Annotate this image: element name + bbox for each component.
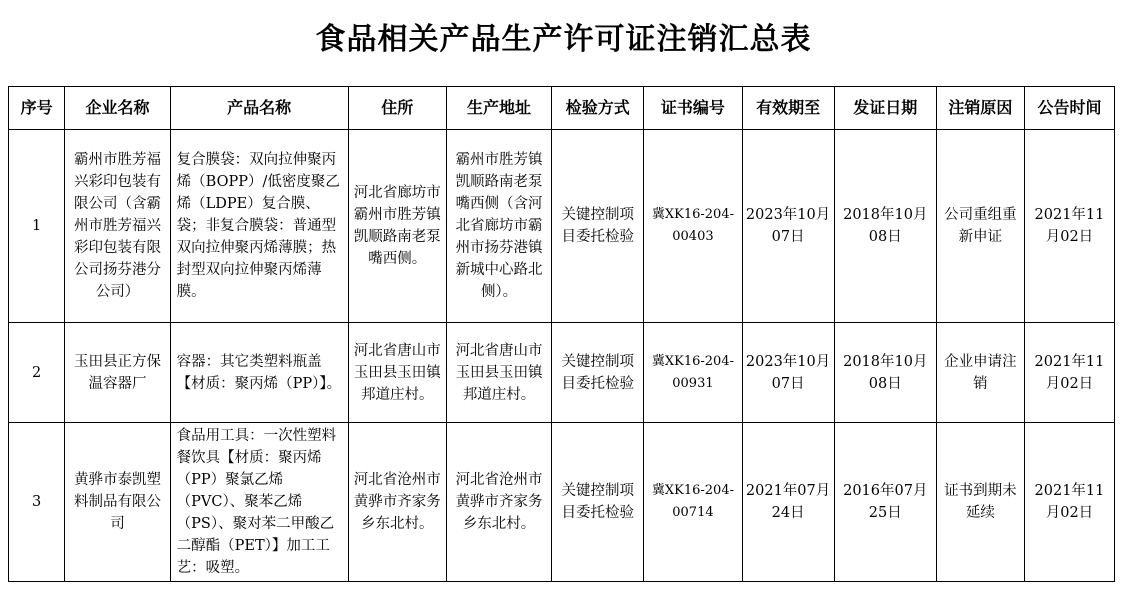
header-announce: 公告时间 bbox=[1024, 87, 1114, 130]
cell-announce: 2021年11月02日 bbox=[1024, 423, 1114, 582]
cell-issue-date: 2016年07月25日 bbox=[834, 423, 936, 582]
cell-product: 复合膜袋：双向拉伸聚丙烯（BOPP）/低密度聚乙烯（LDPE）复合膜、袋；非复合膜袋：普通型双向拉伸聚丙烯薄膜；热封型双向拉伸聚丙烯薄膜。 bbox=[170, 130, 348, 323]
table-row bbox=[9, 423, 1115, 582]
table-row bbox=[9, 323, 1115, 423]
header-address: 住所 bbox=[348, 87, 446, 130]
cell-issue-date: 2018年10月08日 bbox=[834, 130, 936, 323]
cell-cert-no: 冀XK16-204-00714 bbox=[644, 423, 742, 582]
cell-prod-address: 河北省沧州市黄骅市齐家务乡东北村。 bbox=[446, 423, 551, 582]
cell-valid-until: 2021年07月24日 bbox=[742, 423, 834, 582]
cell-no: 1 bbox=[9, 130, 65, 323]
cell-company: 玉田县正方保温容器厂 bbox=[65, 323, 170, 423]
header-no: 序号 bbox=[9, 87, 65, 130]
cell-prod-address: 河北省唐山市玉田县玉田镇邦道庄村。 bbox=[446, 323, 551, 423]
cell-address: 河北省沧州市黄骅市齐家务乡东北村。 bbox=[348, 423, 446, 582]
cell-inspection: 关键控制项目委托检验 bbox=[552, 423, 644, 582]
page-title: 食品相关产品生产许可证注销汇总表 bbox=[315, 22, 812, 57]
cell-reason: 证书到期未延续 bbox=[936, 423, 1024, 582]
table-row bbox=[9, 130, 1115, 323]
cell-announce: 2021年11月02日 bbox=[1024, 130, 1114, 323]
cell-no: 2 bbox=[9, 323, 65, 423]
header-company: 企业名称 bbox=[65, 87, 170, 130]
cell-prod-address: 霸州市胜芳镇凯顺路南老泵嘴西侧（含河北省廊坊市霸州市扬芬港镇新城中心路北侧）。 bbox=[446, 130, 551, 323]
cell-reason: 企业申请注销 bbox=[936, 323, 1024, 423]
table-header-row bbox=[9, 87, 1115, 130]
cell-product: 容器：其它类塑料瓶盖【材质：聚丙烯（PP）】。 bbox=[170, 323, 348, 423]
header-issue-date: 发证日期 bbox=[834, 87, 936, 130]
header-valid-until: 有效期至 bbox=[742, 87, 834, 130]
cell-no: 3 bbox=[9, 423, 65, 582]
cell-valid-until: 2023年10月07日 bbox=[742, 130, 834, 323]
cell-address: 河北省廊坊市霸州市胜芳镇凯顺路南老泵嘴西侧。 bbox=[348, 130, 446, 323]
cell-reason: 公司重组重新申证 bbox=[936, 130, 1024, 323]
cell-inspection: 关键控制项目委托检验 bbox=[552, 130, 644, 323]
cell-cert-no: 冀XK16-204-00931 bbox=[644, 323, 742, 423]
cell-valid-until: 2023年10月07日 bbox=[742, 323, 834, 423]
header-prod-address: 生产地址 bbox=[446, 87, 551, 130]
cell-announce: 2021年11月02日 bbox=[1024, 323, 1114, 423]
header-cert-no: 证书编号 bbox=[644, 87, 742, 130]
cell-issue-date: 2018年10月08日 bbox=[834, 323, 936, 423]
license-cancellation-table bbox=[8, 86, 1115, 582]
cell-company: 霸州市胜芳福兴彩印包装有限公司（含霸州市胜芳福兴彩印包装有限公司扬芬港分公司） bbox=[65, 130, 170, 323]
cell-cert-no: 冀XK16-204-00403 bbox=[644, 130, 742, 323]
cell-product: 食品用工具：一次性塑料餐饮具【材质：聚丙烯（PP）聚氯乙烯（PVC）、聚苯乙烯（PS）、聚对苯二甲酸乙二醇酯（PET）】加工工艺：吸塑。 bbox=[170, 423, 348, 582]
header-reason: 注销原因 bbox=[936, 87, 1024, 130]
header-inspection: 检验方式 bbox=[552, 87, 644, 130]
cell-address: 河北省唐山市玉田县玉田镇邦道庄村。 bbox=[348, 323, 446, 423]
header-product: 产品名称 bbox=[170, 87, 348, 130]
cell-company: 黄骅市泰凯塑料制品有限公司 bbox=[65, 423, 170, 582]
cell-inspection: 关键控制项目委托检验 bbox=[552, 323, 644, 423]
